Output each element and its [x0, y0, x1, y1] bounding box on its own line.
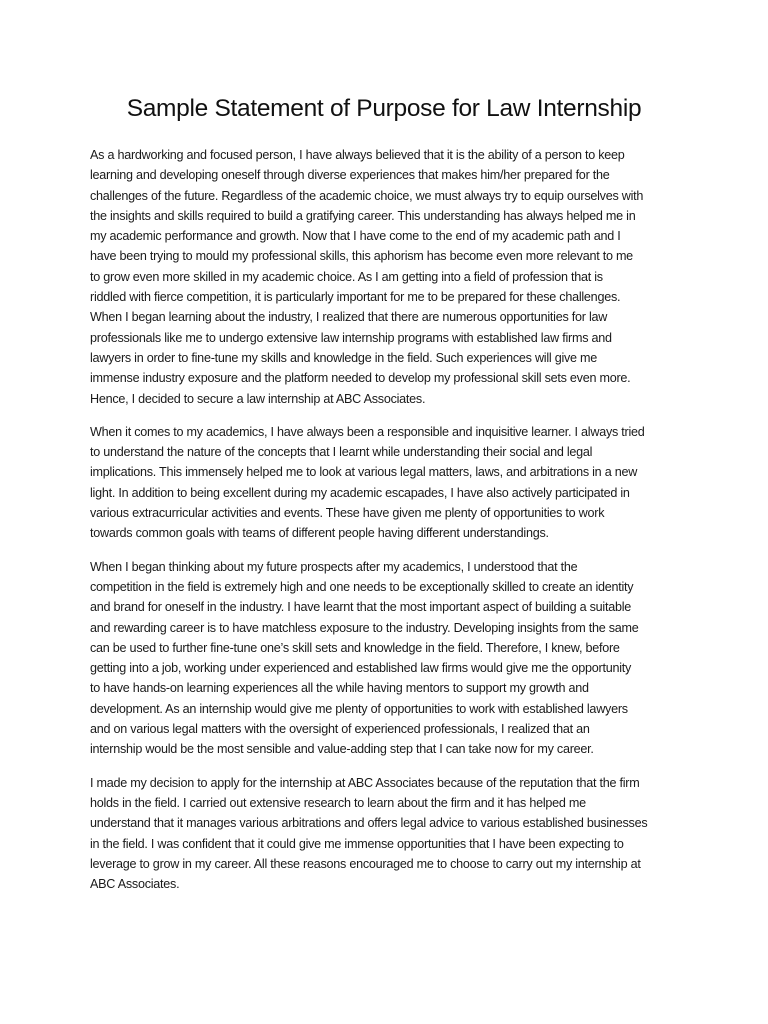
text-line: I made my decision to apply for the internship at ABC Associates because of the reputation that the firm [90, 775, 640, 790]
text-line: my academic performance and growth. Now that I have come to the end of my academic path and I [90, 229, 621, 244]
text-line: leverage to grow in my career. All these reasons encouraged me to choose to carry out my internship at [90, 856, 641, 871]
text-line: holds in the field. I carried out extensive research to learn about the firm and it has helped me [90, 795, 586, 810]
text-line: development. As an internship would give me plenty of opportunities to work with established lawyers [90, 701, 628, 716]
document-title: Sample Statement of Purpose for Law Internship [126, 95, 642, 122]
text-line: When it comes to my academics, I have always been a responsible and inquisitive learner. I always tried [90, 424, 645, 439]
paragraph-academics [90, 422, 678, 544]
text-line: professionals like me to undergo extensive law internship programs with established law firms and [90, 330, 612, 345]
text-line: can be used to further fine-tune one’s skill sets and knowledge in the field. Therefore, I knew, before [90, 640, 620, 655]
text-line: challenges of the future. Regardless of the academic choice, we must always try to equip ourselves with [90, 188, 644, 203]
text-line: to grow even more skilled in my academic choice. As I am getting into a field of profession that is [90, 269, 603, 284]
text-line: towards common goals with teams of different people having different understandings. [90, 526, 549, 541]
text-line: Hence, I decided to secure a law internship at ABC Associates. [90, 391, 426, 406]
text-line: to understand the nature of the concepts that I learnt while understanding their social and legal [90, 445, 593, 460]
text-line: getting into a job, working under experienced and established law firms would give me the opportunity [90, 661, 632, 676]
text-line: As a hardworking and focused person, I have always believed that it is the ability of a person to keep [90, 148, 625, 162]
text-line: in the field. I was confident that it could give me immense opportunities that I have been expecting to [90, 836, 624, 851]
text-line: ABC Associates. [90, 877, 180, 892]
paragraph-introduction [90, 145, 678, 409]
text-line: internship would be the most sensible and value-adding step that I can take now for my career. [90, 742, 594, 757]
text-line: and rewarding career is to have matchless exposure to the industry. Developing insights from the same [90, 620, 639, 635]
text-line: various extracurricular activities and events. These have given me plenty of opportunities to work [90, 506, 605, 521]
paragraph-decision [90, 773, 678, 895]
text-line: When I began thinking about my future prospects after my academics, I understood that the [90, 559, 578, 574]
text-line: When I began learning about the industry, I realized that there are numerous opportunities for law [90, 310, 608, 325]
text-line: and on various legal matters with the oversight of experienced professionals, I realized that an [90, 722, 590, 737]
text-line: lawyers in order to fine-tune my skills and knowledge in the field. Such experiences will give me [90, 350, 598, 365]
text-line: light. In addition to being excellent during my academic escapades, I have also actively participated in [90, 485, 630, 500]
text-line: to have hands-on learning experiences all the while having mentors to support my growth and [90, 681, 589, 696]
text-line: implications. This immensely helped me to look at various legal matters, laws, and arbitrations in a new [90, 465, 638, 480]
text-line: competition in the field is extremely high and one needs to be exceptionally skilled to create an identity [90, 579, 634, 594]
text-line: immense industry exposure and the platform needed to develop my professional skill sets even more. [90, 371, 631, 386]
text-line: understand that it manages various arbitrations and offers legal advice to various established businesses [90, 816, 648, 831]
paragraph-future-prospects [90, 557, 678, 760]
text-line: the insights and skills required to build a gratifying career. This understanding has always helped me in [90, 208, 636, 223]
text-line: learning and developing oneself through diverse experiences that makes him/her prepared for the [90, 168, 610, 183]
text-line: and brand for oneself in the industry. I have learnt that the most important aspect of building a suitable [90, 600, 632, 615]
text-line: riddled with fierce competition, it is particularly important for me to be prepared for these challenges. [90, 290, 621, 305]
text-line: have been trying to mould my professional skills, this aphorism has become even more relevant to me [90, 249, 633, 264]
